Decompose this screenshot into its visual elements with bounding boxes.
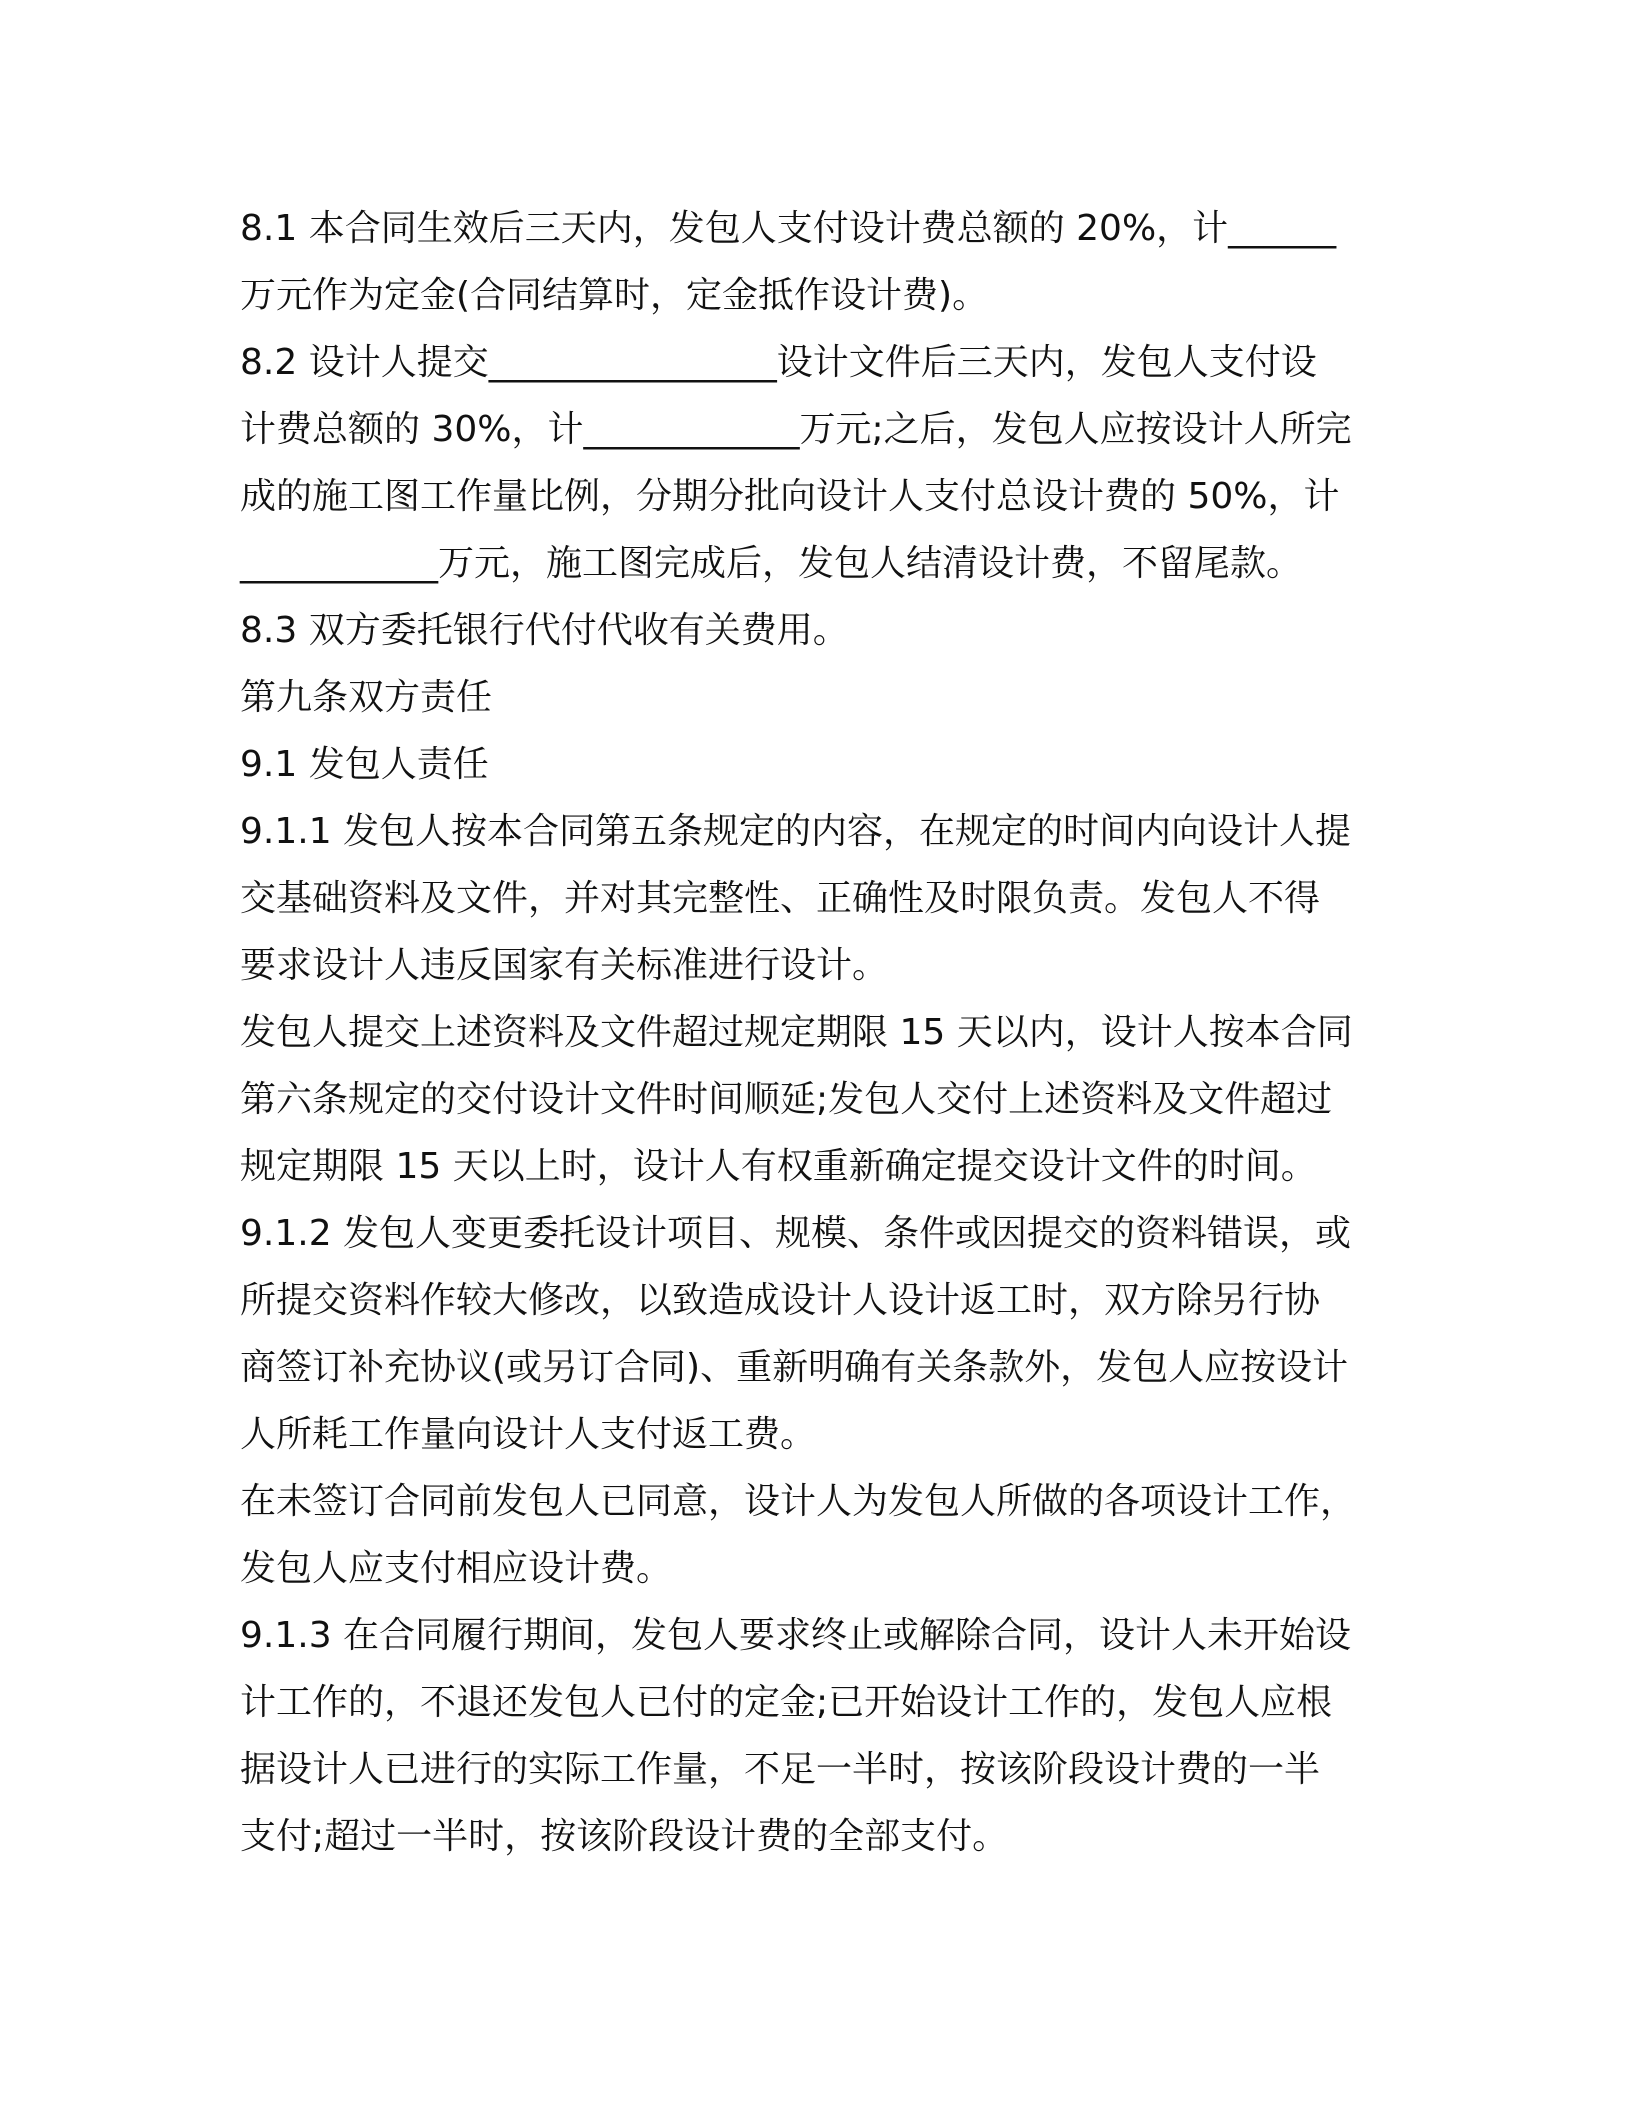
text-line-8-2-c: 成的施工图工作量比例，分期分批向设计人支付总设计费的 50%，计 [240,476,1340,517]
text-line-9-1-3-a: 9.1.3 在合同履行期间，发包人要求终止或解除合同，设计人未开始设 [240,1615,1352,1656]
text-line-9-1-3-d: 支付;超过一半时，按该阶段设计费的全部支付。 [240,1816,1009,1857]
text-line-9-1-2-a: 9.1.2 发包人变更委托设计项目、规模、条件或因提交的资料错误，或 [240,1213,1352,1254]
document-body [240,195,1440,1870]
text-line-8-2-d: ___________万元，施工图完成后，发包人结清设计费，不留尾款。 [240,543,1303,584]
text-line-prior-work-a: 在未签订合同前发包人已同意，设计人为发包人所做的各项设计工作， [240,1481,1357,1522]
text-line-delay-b: 第六条规定的交付设计文件时间顺延;发包人交付上述资料及文件超过 [240,1079,1333,1120]
text-line-9-1-2-d: 人所耗工作量向设计人支付返工费。 [240,1414,817,1455]
subsection-heading-9-1: 9.1 发包人责任 [240,744,489,785]
text-line-9-1-1-a: 9.1.1 发包人按本合同第五条规定的内容，在规定的时间内向设计人提 [240,811,1352,852]
text-line-8-2-b: 计费总额的 30%，计____________万元;之后，发包人应按设计人所完 [240,409,1352,450]
text-line-delay-a: 发包人提交上述资料及文件超过规定期限 15 天以内，设计人按本合同 [240,1012,1353,1053]
text-line-9-1-2-b: 所提交资料作较大修改，以致造成设计人设计返工时，双方除另行协 [240,1280,1321,1321]
text-line-9-1-3-b: 计工作的，不退还发包人已付的定金;已开始设计工作的，发包人应根 [240,1682,1333,1723]
text-line-delay-c: 规定期限 15 天以上时，设计人有权重新确定提交设计文件的时间。 [240,1146,1317,1187]
text-line-9-1-1-c: 要求设计人违反国家有关标准进行设计。 [240,945,889,986]
text-line-prior-work-b: 发包人应支付相应设计费。 [240,1548,673,1589]
text-line-8-3: 8.3 双方委托银行代付代收有关费用。 [240,610,849,651]
text-line-8-1-a: 8.1 本合同生效后三天内，发包人支付设计费总额的 20%，计______ [240,208,1337,249]
text-line-9-1-1-b: 交基础资料及文件，并对其完整性、正确性及时限负责。发包人不得 [240,878,1321,919]
text-line-8-1-b: 万元作为定金(合同结算时，定金抵作设计费)。 [240,275,989,316]
section-heading-article-9: 第九条双方责任 [240,677,493,718]
text-line-9-1-3-c: 据设计人已进行的实际工作量，不足一半时，按该阶段设计费的一半 [240,1749,1321,1790]
text-line-8-2-a: 8.2 设计人提交________________设计文件后三天内，发包人支付设 [240,342,1317,383]
text-line-9-1-2-c: 商签订补充协议(或另订合同)、重新明确有关条款外，发包人应按设计 [240,1347,1349,1388]
